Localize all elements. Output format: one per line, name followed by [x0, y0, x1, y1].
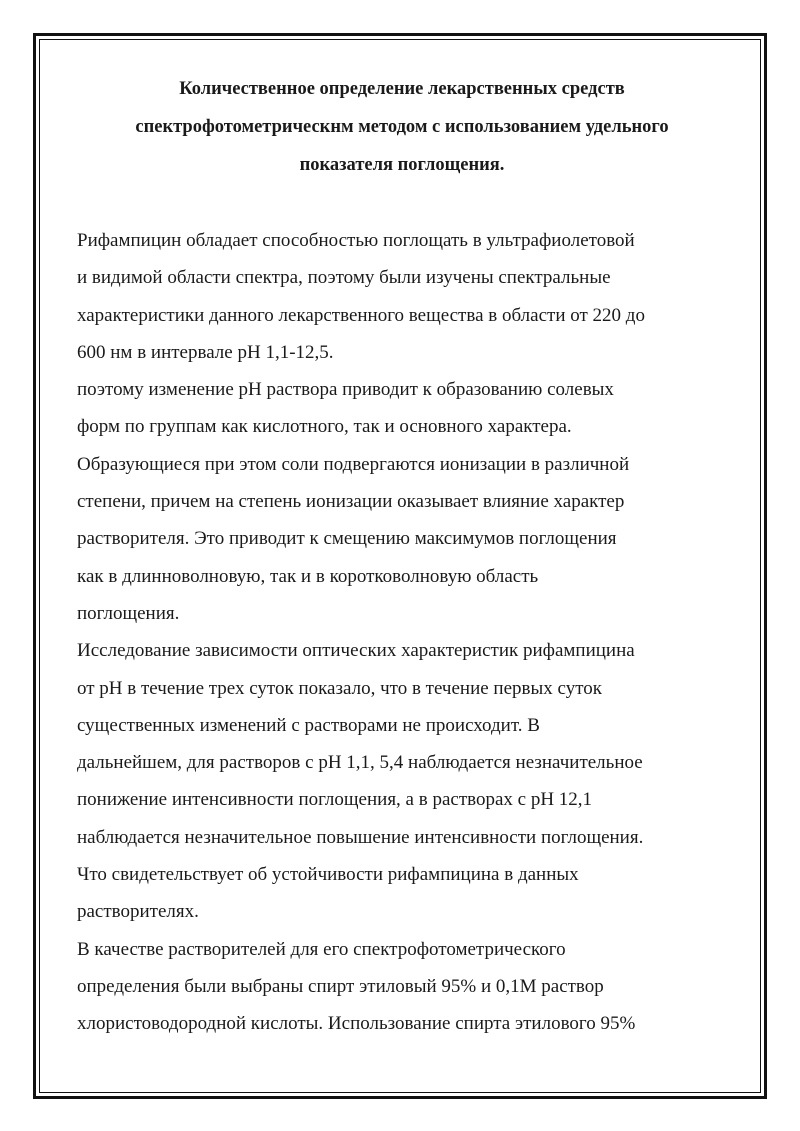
text-line: понижение интенсивности поглощения, а в растворах с pH 12,1 — [77, 789, 593, 811]
title-line: Количественное определение лекарственных средств — [179, 79, 625, 99]
text-line: характеристики данного лекарственного вещества в области от 220 до — [77, 304, 645, 326]
text-line: и видимой области спектра, поэтому были изучены спектральные — [77, 267, 611, 289]
text-line: Что свидетельствует об устойчивости рифампицина в данных — [77, 864, 579, 886]
text-line: Образующиеся при этом соли подвергаются ионизации в различной — [77, 453, 630, 475]
document-title — [77, 70, 727, 184]
body-paragraphs — [77, 222, 727, 1043]
text-line: определения были выбраны спирт этиловый 95% и 0,1М раствор — [77, 975, 604, 997]
text-line: форм по группам как кислотного, так и основного характера. — [77, 416, 572, 438]
title-line: спектрофотометрическнм методом с использованием удельного — [135, 117, 669, 137]
title-spacer — [77, 184, 727, 222]
text-line: хлористоводородной кислоты. Использование спирта этилового 95% — [77, 1013, 636, 1035]
text-line: растворителя. Это приводит к смещению максимумов поглощения — [77, 528, 617, 550]
document-content — [77, 70, 727, 1043]
text-line: Исследование зависимости оптических характеристик рифампицина — [77, 640, 635, 662]
text-line: 600 нм в интервале pH 1,1-12,5. — [77, 341, 334, 363]
text-line: дальнейшем, для растворов с pH 1,1, 5,4 наблюдается незначительное — [77, 752, 643, 774]
text-line: растворителях. — [77, 901, 199, 923]
text-line: поэтому изменение pH раствора приводит к образованию солевых — [77, 379, 614, 401]
text-line: В качестве растворителей для его спектрофотометрического — [77, 938, 566, 960]
text-line: от pH в течение трех суток показало, что в течение первых суток — [77, 677, 602, 699]
text-line: Рифампицин обладает способностью поглощать в ультрафиолетовой — [77, 230, 635, 251]
text-line: существенных изменений с растворами не происходит. В — [77, 714, 540, 736]
title-line: показателя поглощения. — [299, 155, 505, 175]
text-line: поглощения. — [77, 602, 180, 624]
text-line: наблюдается незначительное повышение интенсивности поглощения. — [77, 826, 644, 848]
text-line: как в длинноволновую, так и в коротковолновую область — [77, 565, 539, 587]
text-line: степени, причем на степень ионизации оказывает влияние характер — [77, 491, 625, 513]
